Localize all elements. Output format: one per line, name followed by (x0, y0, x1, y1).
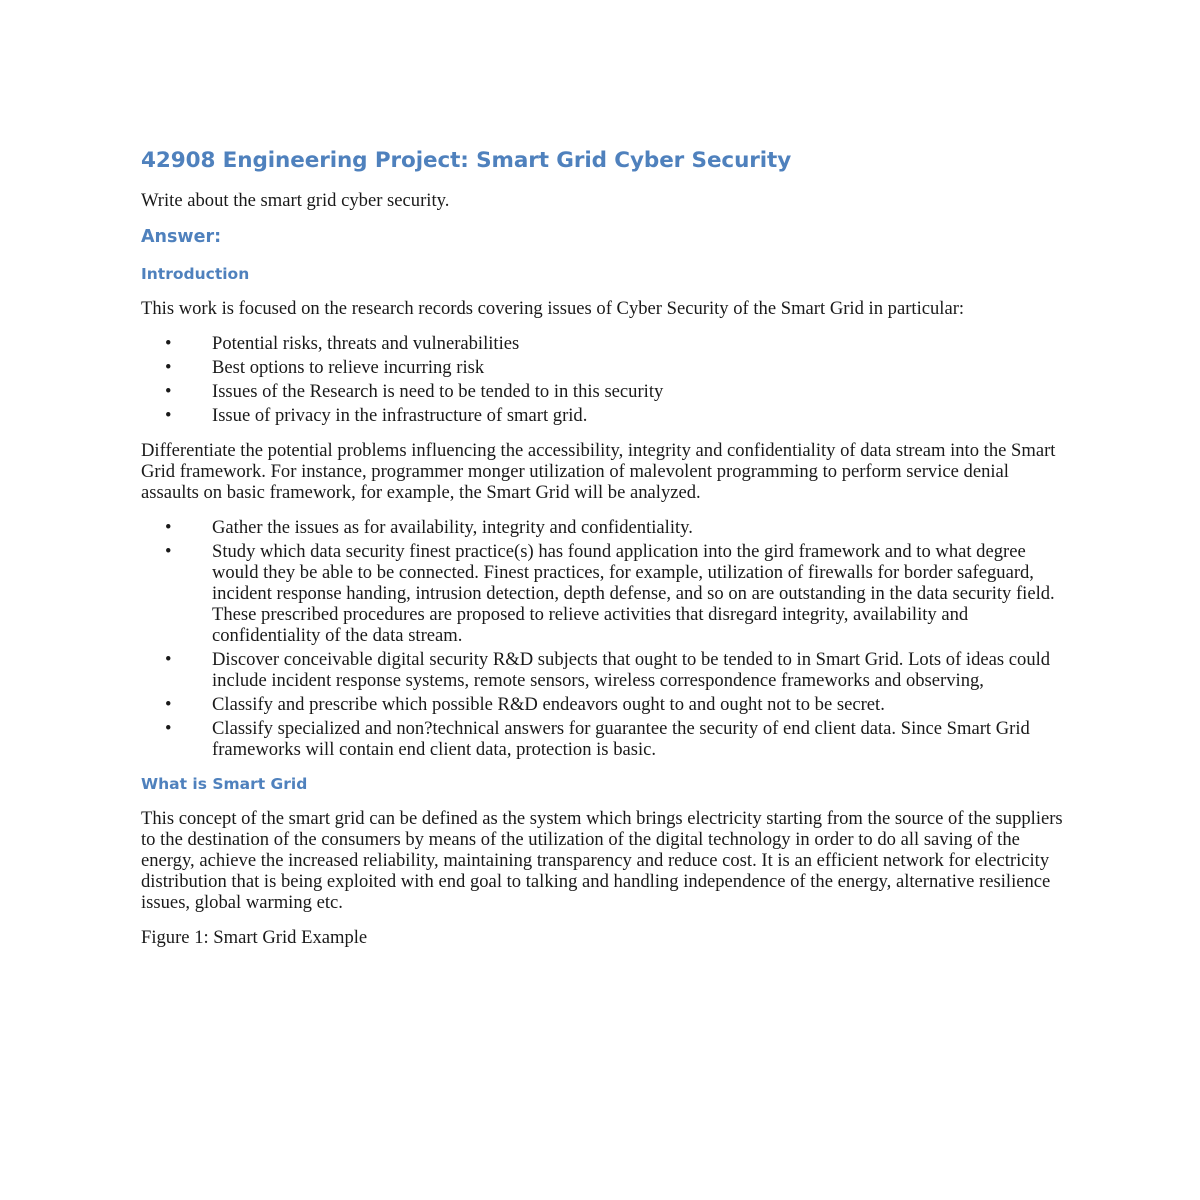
list-item (141, 405, 1066, 426)
list-item (141, 381, 1066, 402)
introduction-paragraph: This work is focused on the research records covering issues of Cyber Security of the Smart Grid in particular: (141, 298, 965, 319)
figure-caption: Figure 1: Smart Grid Example (141, 927, 368, 948)
list-item (141, 694, 1066, 715)
list-item (141, 357, 1066, 378)
differentiate-paragraph: Differentiate the potential problems influencing the accessibility, integrity and confidentiality of data stream into the Smart Grid framework. For instance, programmer monger utilization of malevolent programming to perform service denial assaults on basic framework, for example, the Smart Grid will be analyzed. (141, 440, 1056, 503)
question-prompt: Write about the smart grid cyber security. (141, 190, 450, 211)
introduction-heading: Introduction (141, 265, 250, 283)
list-item (141, 649, 1066, 691)
bullet-icon: • (165, 333, 172, 354)
list-item-text: Classify and prescribe which possible R&D endeavors ought to and ought not to be secret. (212, 694, 885, 715)
list-item-text: Gather the issues as for availability, integrity and confidentiality. (212, 517, 693, 538)
list-item-text: Issues of the Research is need to be tended to in this security (212, 381, 664, 402)
bullet-icon: • (165, 718, 172, 739)
task-bullet-list (141, 517, 1066, 760)
document-title: 42908 Engineering Project: Smart Grid Cyber Security (141, 148, 792, 173)
bullet-icon: • (165, 357, 172, 378)
bullet-icon: • (165, 381, 172, 402)
list-item (141, 517, 1066, 538)
list-item-text: Issue of privacy in the infrastructure of smart grid. (212, 405, 588, 426)
list-item-text: Discover conceivable digital security R&D subjects that ought to be tended to in Smart Grid. Lots of ideas could include incident response systems, remote sensors, wireless correspondence frameworks and observing, (212, 649, 1051, 691)
bullet-icon: • (165, 694, 172, 715)
list-item-text: Best options to relieve incurring risk (212, 357, 485, 378)
bullet-icon: • (165, 517, 172, 538)
answer-heading: Answer: (141, 227, 222, 247)
smart-grid-paragraph: This concept of the smart grid can be defined as the system which brings electricity starting from the source of the suppliers to the destination of the consumers by means of the utilization of the digital technology in order to do all saving of the energy, achieve the increased reliability, maintaining transparency and reduce cost. It is an efficient network for electricity distribution that is being exploited with end goal to talking and handling independence of the energy, alternative resilience issues, global warming etc. (141, 808, 1063, 913)
introduction-bullet-list (141, 333, 1066, 426)
list-item (141, 541, 1066, 646)
list-item (141, 333, 1066, 354)
bullet-icon: • (165, 649, 172, 670)
bullet-icon: • (165, 405, 172, 426)
list-item-text: Study which data security finest practice(s) has found application into the gird framework and to what degree would they be able to be connected. Finest practices, for example, utilization of firewalls for border safeguard, incident response handing, intrusion detection, depth defense, and so on are outstanding in the data security field. These prescribed procedures are proposed to relieve activities that disregard integrity, availability and confidentiality of the data stream. (212, 541, 1055, 646)
list-item-text: Classify specialized and non?technical answers for guarantee the security of end client data. Since Smart Grid frameworks will contain end client data, protection is basic. (212, 718, 1030, 760)
list-item (141, 718, 1066, 760)
bullet-icon: • (165, 541, 172, 562)
smart-grid-heading: What is Smart Grid (141, 775, 308, 793)
document-page (141, 146, 1066, 948)
list-item-text: Potential risks, threats and vulnerabilities (212, 333, 520, 354)
